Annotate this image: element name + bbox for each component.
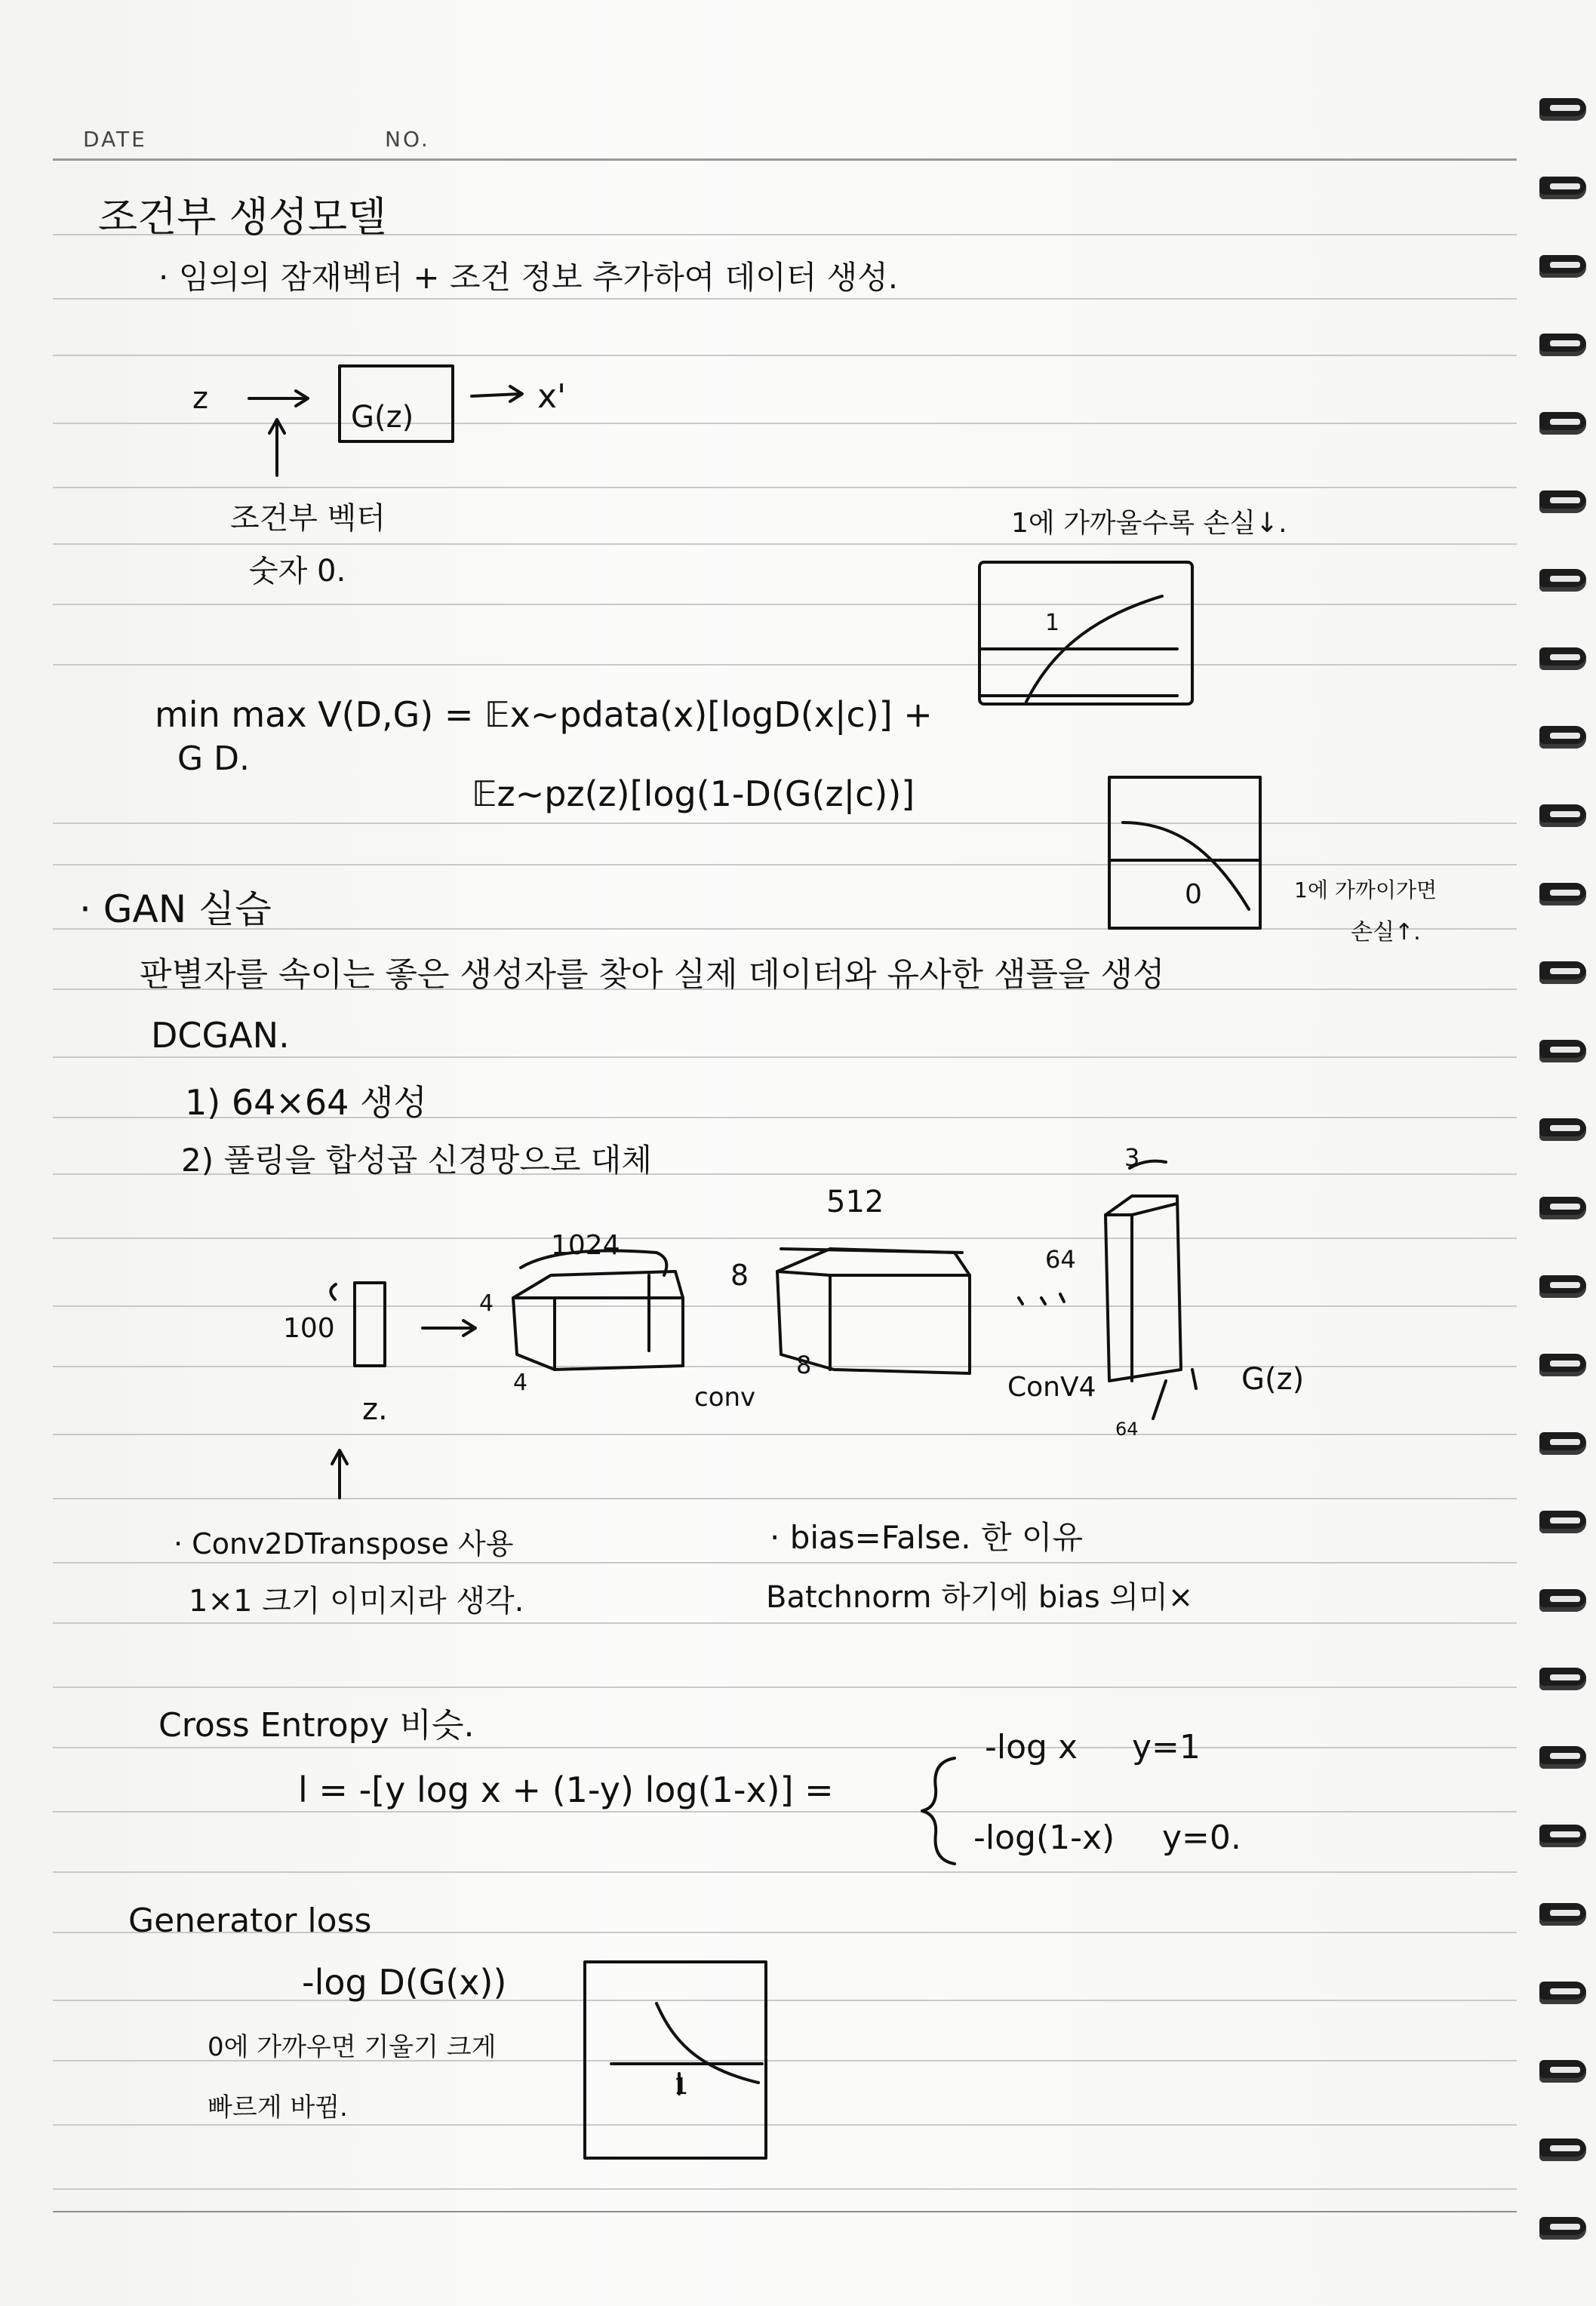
generator-note-1: 0에 가까우면 기울기 크게 [208, 2032, 497, 2062]
arrow-up-icon [332, 1450, 347, 1498]
minmax-formula-line1: min max V(D,G) = 𝔼x~pdata(x)[logD(x|c)] + [155, 694, 933, 735]
graph-log-d [979, 562, 1192, 704]
gan-section-title: · GAN 실습 [79, 887, 272, 931]
graph-note-bottom-1: 1에 가까이가면 [1294, 878, 1438, 902]
note-bias-false: · bias=False. 한 이유 [770, 1519, 1084, 1556]
date-label: DATE [83, 127, 147, 152]
graph-note-bottom-2: 손실↑. [1351, 919, 1421, 945]
generator-box [340, 366, 453, 441]
case-1-expression: -log x [985, 1728, 1078, 1766]
graph-top-label: 1 [1045, 610, 1060, 636]
arrow-up-icon [269, 420, 284, 475]
arch-b1-top: 1024 [551, 1230, 620, 1261]
arch-conv-label: conv [694, 1382, 756, 1413]
arch-b1-side: 4 [479, 1290, 494, 1317]
arch-z-label: z. [362, 1392, 388, 1427]
minmax-subscripts: G D. [177, 739, 250, 778]
latent-vector-box [355, 1283, 385, 1366]
arch-conv4-label: ConV4 [1007, 1372, 1096, 1403]
section-title: 조건부 생성모델 [98, 193, 387, 241]
arrow-right-icon [472, 386, 522, 401]
arch-b2-side: 8 [730, 1259, 749, 1292]
gan-description: 판별자를 속이는 좋은 생성자를 찾아 실제 데이터와 유사한 샘플을 생성 [140, 955, 1165, 994]
arrow-right-icon [249, 391, 308, 406]
note-conv2dtranspose: · Conv2DTranspose 사용 [174, 1527, 514, 1560]
cross-entropy-formula: l = -[y log x + (1-y) log(1-x)] = [298, 1769, 834, 1810]
diagram-box-label: G(z) [351, 400, 414, 435]
graph-log-1-minus-d [1109, 777, 1260, 928]
graph-generator-loss [585, 1962, 766, 2158]
arch-b2-bottom: 8 [796, 1351, 812, 1379]
arch-b1-bottom: 4 [513, 1370, 528, 1396]
condition-vector-label: 조건부 벡터 [230, 501, 386, 536]
case-2-condition: y=0. [1162, 1819, 1241, 1857]
arrow-right-icon [423, 1321, 475, 1336]
note-batchnorm: Batchnorm 하기에 bias 의미× [766, 1580, 1194, 1615]
minmax-formula-line2: 𝔼z~pz(z)[log(1-D(G(z|c))] [472, 773, 915, 814]
arch-b2-top: 512 [826, 1185, 884, 1219]
note-1x1-image: 1×1 크기 이미지라 생각. [189, 1584, 524, 1619]
generator-diagram [249, 366, 522, 475]
cases-brace [922, 1758, 955, 1864]
arch-gz-label: G(z) [1241, 1362, 1305, 1397]
cross-entropy-title: Cross Entropy 비슷. [158, 1706, 475, 1745]
no-label: NO. [385, 127, 430, 152]
generator-graph-label: 1 [674, 2074, 689, 2100]
diagram-input-label: z [192, 381, 208, 416]
generator-loss-formula: -log D(G(x)) [302, 1962, 507, 2003]
dcgan-architecture [331, 1161, 1196, 1498]
arch-b3-top: 3 [1124, 1143, 1140, 1172]
dcgan-item-2: 2) 풀링을 합성곱 신경망으로 대체 [181, 1142, 652, 1179]
arch-b3-side: 64 [1045, 1245, 1076, 1274]
arch-z-dim: 100 [283, 1313, 335, 1344]
generator-loss-title: Generator loss [128, 1902, 372, 1940]
bullet-text: · 임의의 잠재벡터 + 조건 정보 추가하여 데이터 생성. [158, 259, 899, 296]
case-2-expression: -log(1-x) [973, 1819, 1115, 1857]
generator-note-2: 빠르게 바뀜. [208, 2092, 348, 2123]
graph-bottom-label: 0 [1185, 879, 1202, 910]
case-1-condition: y=1 [1132, 1728, 1201, 1766]
dcgan-item-1: 1) 64×64 생성 [185, 1082, 427, 1123]
arch-b3-bottom: 64 [1115, 1419, 1139, 1440]
dcgan-label: DCGAN. [151, 1015, 290, 1056]
diagram-output-label: x' [537, 377, 567, 416]
condition-digit-label: 숫자 0. [249, 554, 346, 589]
graph-note-top: 1에 가까울수록 손실↓. [1011, 508, 1287, 539]
